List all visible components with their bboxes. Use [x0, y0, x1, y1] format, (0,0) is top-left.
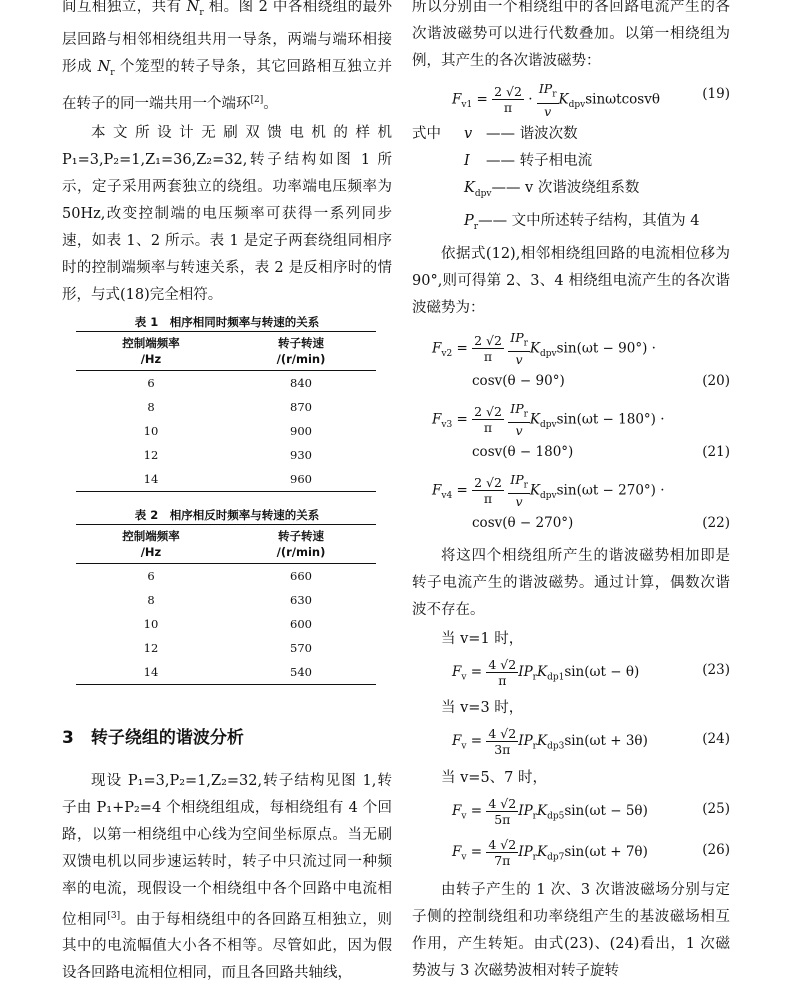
equation-24: $F_v$ = $\frac{4 √2}{3\pi}$ $IP_rK_{dp3}\sin(\omega t + 3\theta)$ (24)	[452, 726, 730, 758]
table-row: 12 930	[143, 447, 312, 462]
equation-22: $F_{v4}$ = $\frac{2 √2}{\pi}$ $\frac{IP_r}{v}$ $K_{dpv}\sin(\omega t - 270^\circ)$ ·	[432, 471, 665, 510]
table-row: 10 900	[143, 423, 312, 438]
table-row: 12 570	[143, 640, 312, 655]
equation-21: $F_{v3}$ = $\frac{2 √2}{\pi}$ $\frac{IP_r}{v}$ $K_{dpv}\sin(\omega t - 180^\circ)$ ·	[432, 400, 665, 439]
table-row: 10 600	[143, 616, 312, 631]
fraction: $\frac{2 √2}{\pi}$	[494, 84, 522, 116]
left-column	[62, 0, 392, 987]
definition-item: $P_r——$ 文中所述转子结构，其值为 4	[464, 212, 700, 232]
table-1	[76, 331, 376, 492]
equation-26: $F_v$ = $\frac{4 √2}{7\pi}$ $IP_rK_{dp7}\sin(\omega t + 7\theta)$ (26)	[452, 836, 730, 868]
fraction: $\frac{4 √2}{3\pi}$	[488, 726, 517, 758]
paragraph-1: 间互相独立，共有 $N_r$ 相。图 2 中各相绕组的最外层回路与相邻相绕组共用一导条，两端与端环相接形成 $N_r$ 个笼型的转子导条，其它回路相互独立并在转子的同一端共用一个端环[2]。	[62, 0, 392, 112]
condition-v57: 当 v=5、7 时，	[441, 769, 548, 786]
table-header-row	[76, 331, 376, 370]
equation-25: $F_v$ = $\frac{4 √2}{5\pi}$ $IP_rK_{dp5}\sin(\omega t - 5\theta)$ (25)	[452, 795, 730, 827]
fraction: $\frac{2 √2}{\pi}$	[474, 332, 502, 364]
table-header-row	[76, 524, 376, 563]
table-header-cell: 转子转速 /(r/min)	[276, 528, 326, 559]
table-2	[76, 524, 376, 685]
table-header-cell: 转子转速 /(r/min)	[276, 335, 326, 366]
equation-20: $F_{v2}$ = $\frac{2 √2}{\pi}$ $\frac{IP_r}{v}$ $K_{dpv}\sin(\omega t - 90^\circ)$ ·	[432, 329, 656, 368]
paragraph-r1: 所以分别由一个相绕组中的各回路电流产生的各次谐波磁势可以进行代数叠加。以第一相绕组为例，其产生的各次谐波磁势：	[412, 0, 730, 69]
section-heading: 3 转子绕组的谐波分析	[62, 727, 244, 748]
paragraph-3: 现设 P₁=3,P₂=1,Z₂=32,转子结构见图 1,转子由 P₁+P₂=4 个相绕组组成，每相绕组有 4 个回路，以第一相绕组中心线为空间坐标原点。当无刷双馈电机以同步速运转时，转子中只流过同一种频率的电流，现假设一个相绕组中各个回路中电流相位相同[3]。由于每相绕组中的各回路互相独立，则其中的电流幅值大小各不相等。尽管如此，因为假设各回路电流相位相同，而且各回路共轴线，	[62, 772, 393, 982]
table-row: 6 840	[147, 375, 312, 390]
table-header-cell: 控制端频率 /Hz	[122, 528, 180, 559]
paragraph-r4: 由转子产生的 1 次、3 次谐波磁场分别与定子侧的控制绕组和功率绕组产生的基波磁场相互作用，产生转矩。由式(23)、(24)看出，1 次磁势波与 3 次磁势波相对转子旋转	[412, 882, 730, 980]
fraction: $\frac{4 √2}{\pi}$	[488, 656, 517, 688]
equation-19: $F_{v1}$ = $\frac{2 √2}{\pi}$ · $\frac{IP_r}{v}$ $K_{dpv}\sin\omega tcosv\theta$ (19)	[452, 81, 730, 119]
equation-22-line2: cosv(θ − 270°) (22)	[472, 514, 730, 531]
where-label: 式中	[412, 125, 441, 142]
fraction: $\frac{2 √2}{\pi}$	[474, 474, 502, 506]
equation-20-line2: cosv(θ − 90°) (20)	[472, 372, 730, 389]
table-row: 14 960	[76, 467, 376, 492]
table-header-cell: 控制端频率 /Hz	[122, 335, 180, 366]
right-column	[412, 0, 730, 985]
condition-v1: 当 v=1 时，	[441, 630, 524, 647]
fraction: $\frac{4 √2}{5\pi}$	[488, 795, 517, 827]
definition-item: $K_{dpv}——$ v 次谐波绕组系数	[464, 179, 640, 199]
fraction: $\frac{IP_r}{v}$	[538, 81, 557, 119]
equation-23: $F_v$ = $\frac{4 √2}{\pi}$ $IP_rK_{dp1}\sin(\omega t - \theta)$ (23)	[452, 656, 730, 688]
condition-v3: 当 v=3 时，	[441, 700, 524, 717]
fraction: $\frac{IP_r}{v}$	[510, 400, 528, 439]
table-row: 8 630	[147, 592, 312, 607]
paragraph-2: 本文所设计无刷双馈电机的样机 P₁=3,P₂=1,Z₁=36,Z₂=32,转子结构如图 1 所示，定子采用两套独立的绕组。功率端电压频率为 50Hz,改变控制端的电压频率可获得一系列同步速，如表 1、2 所示。表 1 是定子两套绕组同相序时的控制端频率与转速关系，表 2 是反相序时的情形，与式(18)完全相符。	[62, 124, 392, 303]
table-row: 14 540	[76, 660, 376, 685]
equation-21-line2: cosv(θ − 180°) (21)	[472, 443, 730, 460]
fraction: $\frac{IP_r}{v}$	[510, 471, 528, 510]
table-1-caption: 表 1 相序相同时频率与转速的关系	[134, 314, 320, 329]
definition-item: I —— 转子相电流	[464, 152, 593, 169]
fraction: $\frac{2 √2}{\pi}$	[474, 403, 502, 435]
fraction: $\frac{IP_r}{v}$	[510, 329, 528, 368]
table-row: 8 870	[147, 399, 312, 414]
table-2-caption: 表 2 相序相反时频率与转速的关系	[134, 507, 320, 522]
paragraph-r3: 将这四个相绕组所产生的谐波磁势相加即是转子电流产生的谐波磁势。通过计算，偶数次谐波不存在。	[412, 547, 730, 618]
paragraph-r2: 依据式(12),相邻相绕组回路的电流相位移为 90°,则可得第 2、3、4 相绕组电流产生的各次谐波磁势为：	[412, 245, 730, 316]
fraction: $\frac{4 √2}{7\pi}$	[488, 836, 517, 868]
definition-item: v —— 谐波次数	[464, 125, 578, 142]
table-row: 6 660	[147, 568, 312, 583]
